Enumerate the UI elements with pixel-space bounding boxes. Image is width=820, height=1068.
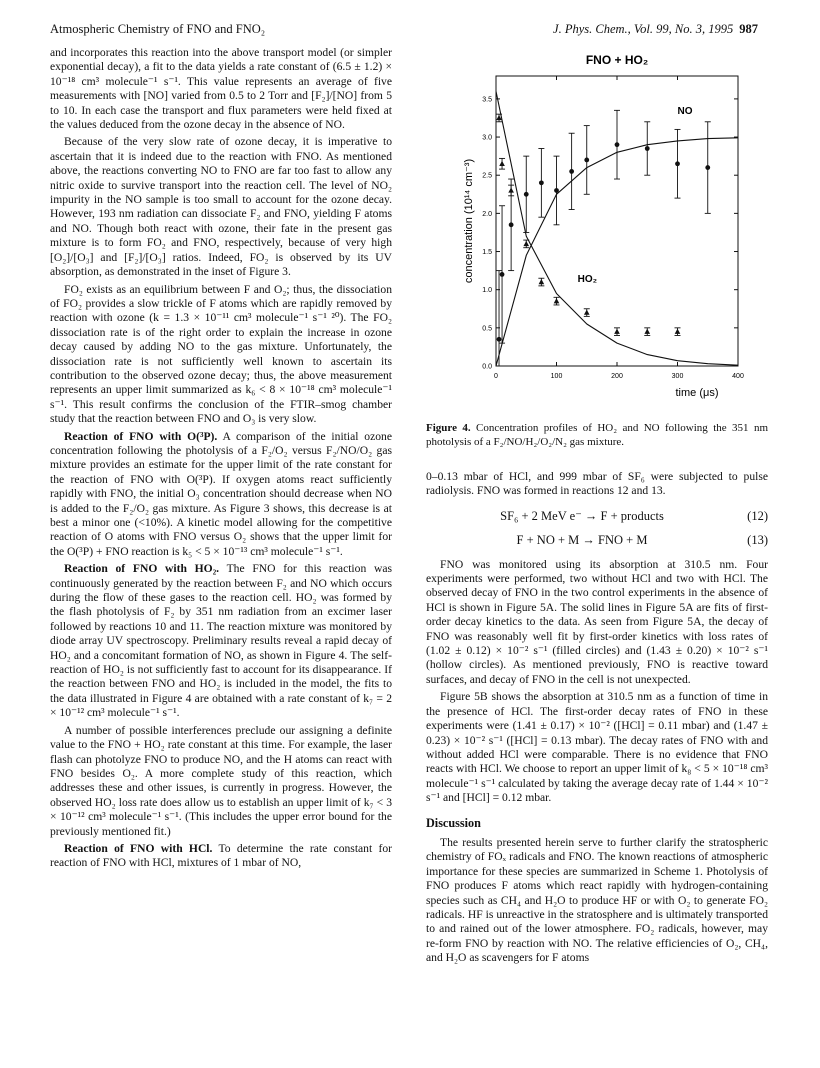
chart-title: FNO + HO₂ (585, 53, 649, 67)
paragraph-text: To determine the rate constant for reaction of FNO with HCl, mixtures of 1 mbar of NO, (50, 841, 392, 870)
run-in-heading: Reaction of FNO with O(³P). (64, 429, 218, 443)
data-point-ho2 (614, 329, 620, 334)
data-point-ho2 (508, 187, 514, 192)
data-point-no (615, 142, 620, 147)
annotation-no: NO (677, 106, 693, 118)
run-in-heading: Reaction of FNO with HCl. (64, 841, 213, 855)
data-point-no (645, 146, 650, 151)
x-tick-label: 0 (494, 373, 498, 380)
y-tick-label: 3.0 (482, 134, 492, 142)
equation-body: SF₆ + 2 MeV e⁻ → F + products (500, 508, 664, 523)
data-point-no (584, 158, 589, 163)
y-tick-label: 1.0 (482, 287, 492, 295)
paragraph: Because of the very slow rate of ozone decay, it is imperative to ascertain that it is indeed due to the reaction with FNO. As mentioned above, the reactions converting NO to FNO are far too fast to allow any nitric oxide to survive transport into the reaction cell. The level of NO₂ impurity in the NO sample is too small to account for the ozone decay. However, 193 nm radiation can dissociate F₂ and FNO, yielding F atoms and NO. Though both react with ozone, their fate in the present gas mixture is to form FO₂ and FNO, respectively, because of very high [O₂]/[O₃] and [F₂]/[O₃] ratios. Indeed, FO₂ is observed by its UV absorption, as demonstrated in the inset of Figure 3. (50, 135, 392, 279)
paragraph (50, 430, 392, 560)
run-in-heading: Reaction of FNO with HO₂. (64, 562, 220, 576)
paragraph (50, 562, 392, 720)
paragraph: FO₂ exists as an equilibrium between F and O₂; thus, the dissociation of FO₂ provides a slow trickle of F atoms which are rapidly removed by reaction with ozone (k = 1.3 × 10⁻¹¹ cm³ molecule⁻¹ s⁻¹ ²⁰). The FO₂ dissociation rate is of the right order to explain the increase in ozone decay caused by adding NO to the gas mixture. Unfortunately, the dissociation rate is not sufficiently well known to ascertain its contribution to the observed ozone decay; thus, the above measurement represents an upper limit summarized as k₆ < 8 × 10⁻¹⁸ cm³ molecule⁻¹ s⁻¹. This result confirms the conclusion of the FTIR–smog chamber study that the reaction between FNO and O₃ is very slow. (50, 282, 392, 426)
data-point-no (675, 161, 680, 166)
equation-number: (12) (747, 508, 768, 523)
data-point-no (705, 165, 710, 170)
x-tick-label: 100 (550, 373, 563, 380)
y-tick-label: 0.0 (482, 363, 492, 371)
paragraph-text: A comparison of the initial ozone concentration following the photolysis of a F₂/O₂ versus F₂/NO/O₂ gas mixture provides an estimate for the upper limit of the rate constant for the reaction of FNO with O(³P). If oxygen atoms react sufficiently rapidly with FNO, the initial O₃ concentration should decrease when NO is added to the F₂/O₂ gas mixture. As Figure 3 shows, this decrease is at best a minor one (<10%). A kinetic model allowing for the competitive reaction of O atoms with FNO versus O₂ shows that the upper limit for the O(³P) + FNO reaction is k₅ < 5 × 10⁻¹³ cm³ molecule⁻¹ s⁻¹. (50, 429, 392, 558)
running-header-title: Atmospheric Chemistry of FNO and FNO₂ (50, 22, 266, 36)
equation-number: (13) (747, 533, 768, 548)
page-number: 987 (739, 22, 758, 36)
data-point-ho2 (539, 279, 545, 284)
y-tick-label: 2.0 (482, 210, 492, 218)
y-tick-label: 1.5 (482, 249, 492, 257)
data-point-ho2 (499, 161, 505, 166)
figure-caption (426, 422, 768, 449)
data-point-ho2 (644, 329, 650, 334)
x-tick-label: 200 (611, 373, 623, 380)
paragraph: The results presented herein serve to further clarify the stratospheric chemistry of FOₓ radicals and FNO. The known reactions of atmospheric importance for these species are summarized in Scheme 1. Photolysis of FNO produces F atoms which react rapidly with hydrogen-containing species such as CH₄ and H₂O to produce HF or with O₂ to generate FO₂ radicals. HF is unreactive in the stratosphere and is ultimately transported to and rained out of the lower atmosphere. FO₂ radicals, however, may re-form FNO by reaction with NO. The relative efficiencies of O₂, CH₄, and H₂O as scavengers for F atoms (426, 835, 768, 965)
paragraph (50, 842, 392, 871)
equation-body: F + NO + M → FNO + M (516, 533, 648, 548)
data-point-ho2 (554, 298, 560, 303)
equation-12 (426, 509, 768, 523)
data-point-ho2 (584, 310, 590, 315)
equation-13 (426, 533, 768, 547)
data-point-ho2 (675, 329, 681, 334)
y-tick-label: 3.5 (482, 96, 492, 104)
x-tick-label: 400 (732, 373, 744, 380)
concentration-chart (426, 40, 768, 420)
y-axis-label: concentration (10¹⁴ cm⁻³) (463, 158, 475, 284)
data-point-ho2 (523, 241, 529, 246)
paragraph: Figure 5B shows the absorption at 310.5 nm as a function of time in the presence of HCl. The first-order decay rates of FNO in these experiments were (1.41 ± 0.17) × 10⁻² ([HCl] = 0.11 mbar) and (1.47 ± 0.23) × 10⁻² s⁻¹ ([HCl] = 0.13 mbar). The decay rates of FNO with and without added HCl were comparable. There is no evidence that FNO reacts with HCl. We choose to report an upper limit of k₈ < 5 × 10⁻¹⁸ cm³ molecule⁻¹ s⁻¹ calculated by taking the average decay rate of 1.44 × 10⁻² s⁻¹ and [HCl] = 0.12 mbar. (426, 690, 768, 805)
data-point-no (509, 222, 514, 227)
running-header-journal (553, 22, 758, 37)
data-point-no (500, 272, 505, 277)
right-column (426, 470, 768, 969)
left-column (50, 46, 392, 874)
x-axis-label: time (μs) (675, 387, 719, 399)
paragraph: and incorporates this reaction into the above transport model (or simpler exponential decay), a fit to the data yields a rate constant of (6.5 ± 1.2) × 10⁻¹⁸ cm³ molecule⁻¹ s⁻¹. This value represents an average of five measurements with [NO] varied from 0.5 to 2 Torr and [F₂]/[NO] from 5 to 10. In each case the transport and flux parameters were held fixed at the values deduced from the ozone decay in the absence of NO. (50, 46, 392, 132)
y-tick-label: 0.5 (482, 325, 492, 333)
paragraph: FNO was monitored using its absorption at 310.5 nm. Four experiments were performed, two without HCl and two with HCl. The observed decay of FNO in the two control experiments in the absence of HCl is shown in Figure 5A. The solid lines in Figure 5A are fits of first-order decay kinetics to the data. As seen from Figure 5A, the decay of FNO was reasonably well fit by first-order kinetics with loss rates of (1.02 ± 0.12) × 10⁻² s⁻¹ (filled circles) and (1.43 ± 0.20) × 10⁻² s⁻¹ (hollow circles). As mentioned previously, FNO is reactive toward surfaces, and decay of FNO in the cell is not unexpected. (426, 557, 768, 686)
data-point-no (554, 188, 559, 193)
data-point-no (497, 337, 502, 342)
annotation-ho2: HO₂ (577, 274, 598, 286)
paragraph-text: The FNO for this reaction was continuously generated by the reaction between F₂ and NO which occurs during the flow of these gases to the reaction cell. HO₂ was formed by the flash photolysis of F₂ by 351 nm radiation from an excimer laser followed by reactions 10 and 11. The reaction mixture was monitored by diode array UV spectroscopy. Preliminary results reveal a rapid decay of HO₂ and a concomitant formation of NO, as shown in Figure 4. The self-reaction of HO₂ is not sufficiently fast to account for its disappearance. If the reaction between FNO and HO₂ is included in the model, the fits to the data illustrated in Figure 4 are obtained with a rate constant of k₇ = 2 × 10⁻¹² cm³ molecule⁻¹ s⁻¹. (50, 562, 392, 720)
paragraph: 0–0.13 mbar of HCl, and 999 mbar of SF₆ were subjected to pulse radiolysis. FNO was formed in reactions 12 and 13. (426, 470, 768, 498)
data-point-no (569, 169, 574, 174)
section-heading: Discussion (426, 815, 481, 830)
caption-text: Concentration profiles of HO₂ and NO following the 351 nm photolysis of a F₂/NO/H₂/O₂/N₂ gas mixture. (426, 422, 769, 448)
caption-label: Figure 4. (426, 422, 471, 434)
data-point-no (539, 180, 544, 185)
y-tick-label: 2.5 (482, 172, 492, 180)
paragraph: A number of possible interferences preclude our assigning a definite value to the FNO + HO₂ rate constant at this time. For example, the laser flash can photolyze FNO to produce NO, and the H atoms can react with FNO besides O₂. A more complete study of this reaction, which addresses these and other issues, is currently in progress. However, the observed HO₂ loss rate does allow us to establish an upper limit of k₇ < 3 × 10⁻¹² cm³ molecule⁻¹ s⁻¹. (This includes the upper error bound for the previously mentioned fit.) (50, 723, 392, 838)
data-point-no (524, 192, 529, 197)
x-tick-label: 300 (671, 373, 684, 380)
journal-citation: J. Phys. Chem., Vol. 99, No. 3, 1995 (553, 22, 734, 36)
figure-4 (426, 40, 768, 460)
